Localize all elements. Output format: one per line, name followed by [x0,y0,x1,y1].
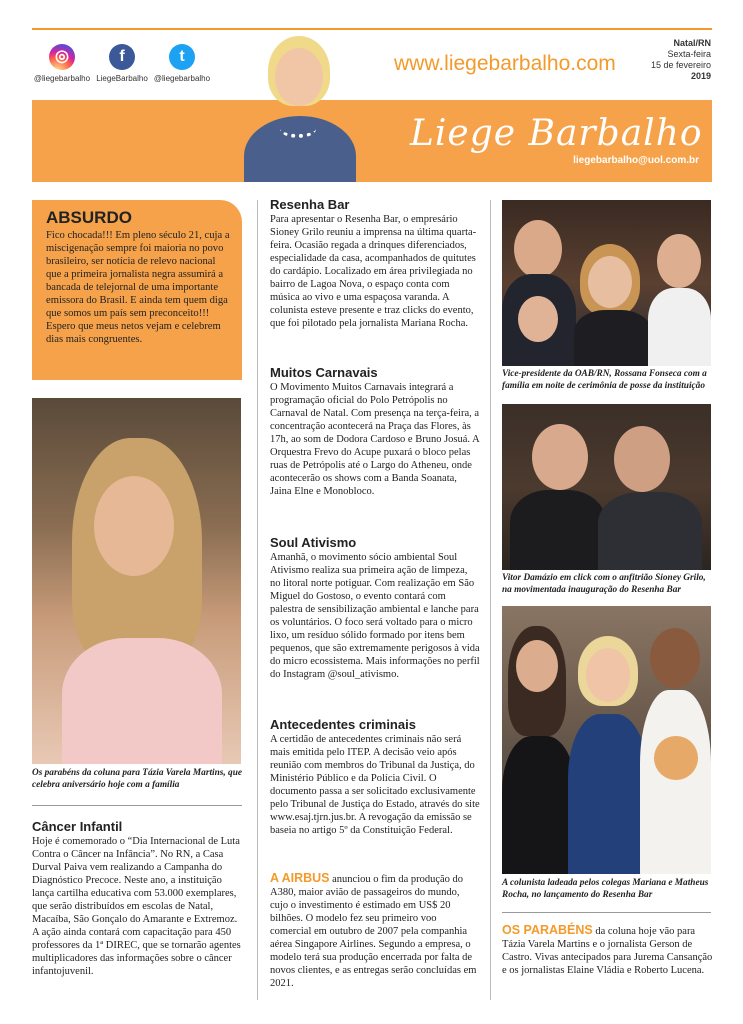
article-soul [270,534,480,681]
article-resenha [270,196,480,330]
antecedentes-title: Antecedentes criminais [270,717,416,732]
top-rule [32,28,712,30]
twitter-link[interactable] [150,44,214,83]
left-separator [32,805,242,806]
facebook-link[interactable] [90,44,154,83]
weekday: Sexta-feira [667,49,711,59]
parabens-text: da coluna hoje vão para Tázia Varela Martins e o jornalista Gerson de Castro. Vivas antecipados para Jurema Cansanção e os jornalistas Elaine Vládia e Roberto Lucena. [502,926,713,976]
website-link[interactable]: www.liegebarbalho.com [394,52,616,75]
article-airbus [270,872,480,990]
parabens-lead: OS PARABÉNS [502,923,593,937]
photo-friends-caption: A colunista ladeada pelos colegas Mariana e Matheus Rocha, no lançamento do Resenha Bar [502,878,709,900]
column-email[interactable]: liegebarbalho@uol.com.br [573,155,699,166]
airbus-text: anunciou o fim da produção do A380, maior avião de passageiros do mundo, cujo o investimento é estimado em US$ 20 bilhões. O modelo fez seu primeiro voo comercial em outubro de 2007 pela companhia aérea Singapore Airlines. Segundo a empresa, o modelo terá sua produção encerrada por falta de novos clientes, e as entregas serão concluídas em 2021. [270,874,477,989]
photo-columnist-friends [502,606,711,874]
instagram-handle: @liegebarbalho [33,74,91,83]
instagram-icon: ◎ [49,44,75,70]
resenha-text: Para apresentar o Resenha Bar, o empresário Sioney Grilo reuniu a imprensa na última quarta-feira. Ocasião regada a drinques diferenciados, especialidade da casa, acompanhados de quitutes do cardápio. Localizado em área privilegiada no bairro de Lagoa Nova, o espaço conta com música ao vivo e uma espaçosa varanda. A colunista esteve presente e traz clicks do evento, que foi pilotado pela jornalista Mariana Rocha. [270,214,477,329]
twitter-icon: t [169,44,195,70]
airbus-lead: A AIRBUS [270,871,330,885]
cancer-text: Hoje é comemorado o “Dia Internacional de Luta Contra o Câncer na Infância”. No RN, a Casa Durval Paiva vem realizando a Campanha do Diagnóstico Precoce. Neste ano, a instituição lança cartilha educativa com 53.000 exemplares, que serão distribuídos em escolas de Natal, Macaíba, São Gonçalo do Amarante e Extremoz. A ação ainda contará com capacitação para 450 professores da 1ª DIREC, que se tornarão agentes multiplicadores das informações sobre o câncer infantojuvenil. [32,836,241,977]
photo-tazia [32,398,241,764]
column-divider-left [257,200,258,1000]
facebook-handle: LiegeBarbalho [96,74,148,83]
absurdo-text: Fico chocada!!! Em pleno século 21, cuja a miscigenação sempre foi maioria no povo brasileiro, ser notícia de relevo nacional que a primeira jornalista negra assumirá a bancada de telejornal de uma importante emissora do Brasil. E ainda tem quem diga que somos um país sem preconceito!!! Espero que meus netos vejam e celebrem dias mais congruentes. [46,230,230,345]
dateline [651,38,711,82]
photo-oab-caption: Vice-presidente da OAB/RN, Rossana Fonseca com a família em noite de cerimônia de posse da instituição [502,369,707,391]
facebook-icon: f [109,44,135,70]
article-antecedentes [270,716,480,837]
photo-vitor-sioney [502,404,711,570]
photo-vitor-caption: Vitor Damázio em click com o anfitrião Sioney Grilo, na movimentada inauguração do Resenha Bar [502,573,706,595]
carnavais-text: O Movimento Muitos Carnavais integrará a programação oficial do Polo Petrópolis no Carnaval de Natal. Com presença na terça-feira, a concentração acontecerá na Praça das Flores, às 17h, ao som de Dodora Cardoso e Bruno Josuá. A Orquestra Frevo do Acupe puxará o bloco pelas ruas de Petrópolis até o Largo do Atheneu, onde acontecerão os shows com a Banda Soanata, Jaina Elne e Monobloco. [270,382,480,497]
column-title: Liege Barbalho [410,113,703,154]
photo-tazia-caption: Os parabéns da coluna para Tázia Varela Martins, que celebra aniversário hoje com a família [32,768,242,790]
year: 2019 [690,71,711,81]
soul-text: Amanhã, o movimento sócio ambiental Soul Ativismo realiza sua primeira ação de limpeza, no litoral norte potiguar. Com realização em São Miguel do Gostoso, o evento contará com palestra de sensibilização ambiental e lanche para os voluntários. O foco será voltado para o micro lixo, um resíduo sólido formado por itens bem pequenos, que são extremamente perigosos à vida do micro ecossistema. Mais informações no perfil do Instagram @soul_ativismo. [270,552,480,680]
absurdo-box [32,200,242,380]
antecedentes-text: A certidão de antecedentes criminais não será mais emitida pelo ITEP. A decisão veio após reunião com membros do Tribunal da Justiça, do Ministério Público e da Polícia Civil. O documento passa a ser solicitado exclusivamente pelo Tribunal de Justiça do Estado, através do site www.esaj.tjrn.jus.br. A revogação da emissão se baseia no artigo 5º da Constituição Federal. [270,734,480,836]
article-cancer [32,818,244,978]
instagram-link[interactable] [30,44,94,83]
date: 15 de fevereiro [650,60,711,70]
soul-title: Soul Ativismo [270,535,357,550]
right-separator [502,912,711,913]
city: Natal/RN [673,38,711,48]
resenha-title: Resenha Bar [270,197,350,212]
columnist-portrait [238,34,358,182]
article-parabens [502,924,714,977]
carnavais-title: Muitos Carnavais [270,365,378,380]
article-carnavais [270,364,480,498]
photo-oab-family [502,200,711,366]
twitter-handle: @liegebarbalho [153,74,211,83]
cancer-title: Câncer Infantil [32,819,123,834]
column-divider-right [490,200,491,1000]
absurdo-title: ABSURDO [46,208,132,227]
